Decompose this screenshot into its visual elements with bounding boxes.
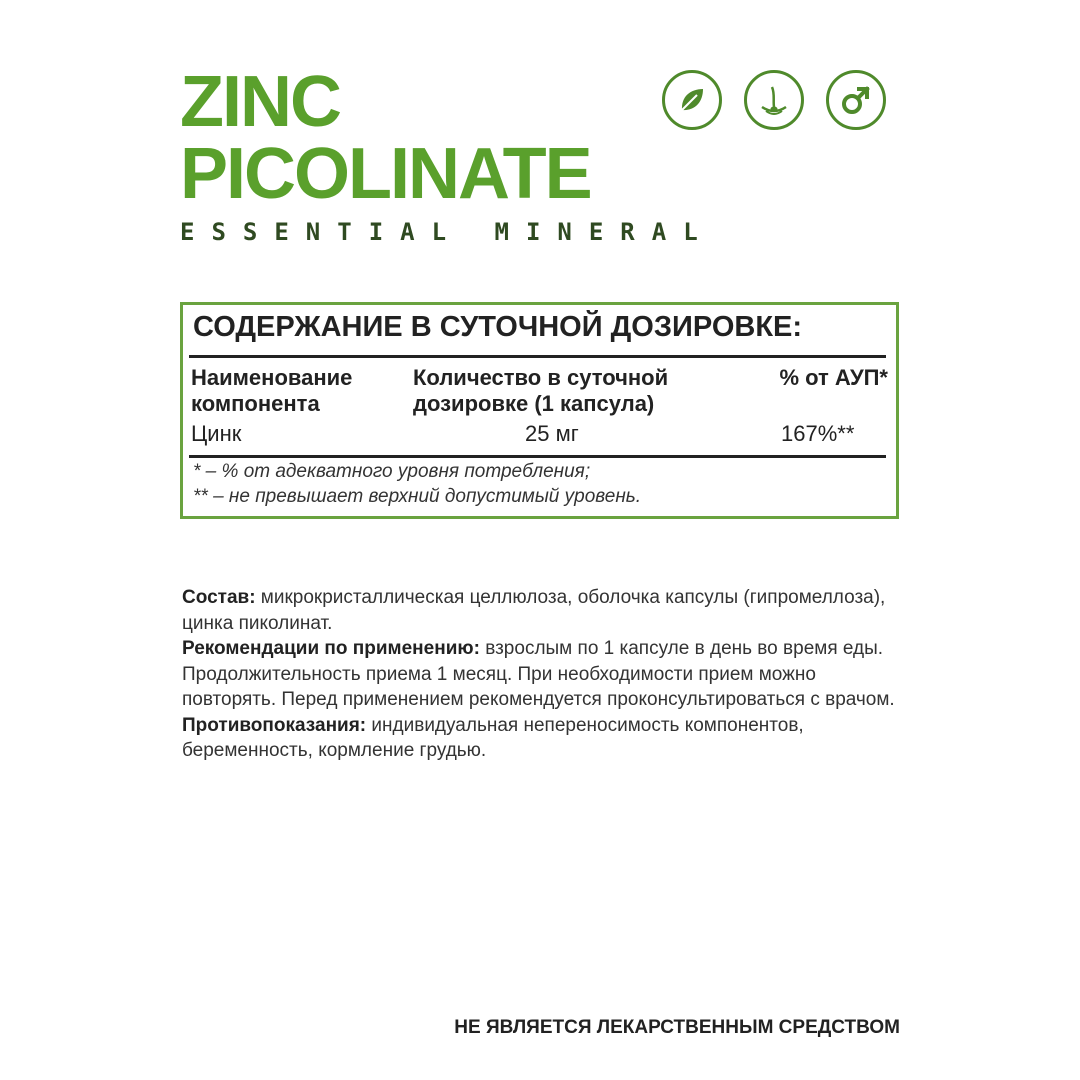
product-title-line2: PICOLINATE (180, 134, 591, 214)
header-component: Наименование компонента (191, 365, 353, 416)
daily-dose-table (180, 302, 899, 519)
product-subtitle: ESSENTIAL MINERAL (180, 218, 715, 246)
usage-label: Рекомендации по применению: (182, 638, 480, 659)
feature-icons (662, 70, 886, 130)
cell-amount: 25 мг (525, 421, 579, 446)
table-heading: СОДЕРЖАНИЕ В СУТОЧНОЙ ДОЗИРОВКЕ: (193, 311, 803, 343)
contraindications-paragraph (182, 713, 902, 764)
product-description (182, 585, 902, 764)
divider (189, 355, 886, 358)
male-symbol-icon (826, 70, 886, 130)
footnote-1: * – % от адекватного уровня потребления; (193, 461, 591, 482)
leaf-icon (662, 70, 722, 130)
composition-label: Состав: (182, 587, 256, 608)
header-percent: % от АУП* (779, 365, 888, 390)
composition-text: микрокристаллическая целлюлоза, оболочка капсулы (гипромеллоза), цинка пиколинат. (182, 587, 886, 634)
footnote-2: ** – не превышает верхний допустимый уровень. (193, 486, 642, 507)
hair-follicle-icon (744, 70, 804, 130)
contraindications-text: индивидуальная непереносимость компонентов, беременность, кормление грудью. (182, 714, 804, 761)
product-title-line1: ZINC (180, 62, 340, 142)
disclaimer: НЕ ЯВЛЯЕТСЯ ЛЕКАРСТВЕННЫМ СРЕДСТВОМ (454, 1017, 900, 1038)
usage-text: взрослым по 1 капсуле в день во время еды. Продолжительность приема 1 месяц. При необходимости прием можно повторять. Перед применением рекомендуется проконсультироваться с врачом. (182, 638, 895, 710)
divider (189, 455, 886, 458)
header-amount: Количество в суточной дозировке (1 капсула) (413, 365, 669, 416)
contraindications-label: Противопоказания: (182, 714, 367, 736)
usage-paragraph (182, 636, 902, 713)
cell-component: Цинк (191, 421, 242, 446)
cell-percent: 167%** (781, 421, 855, 446)
composition-paragraph (182, 585, 902, 636)
